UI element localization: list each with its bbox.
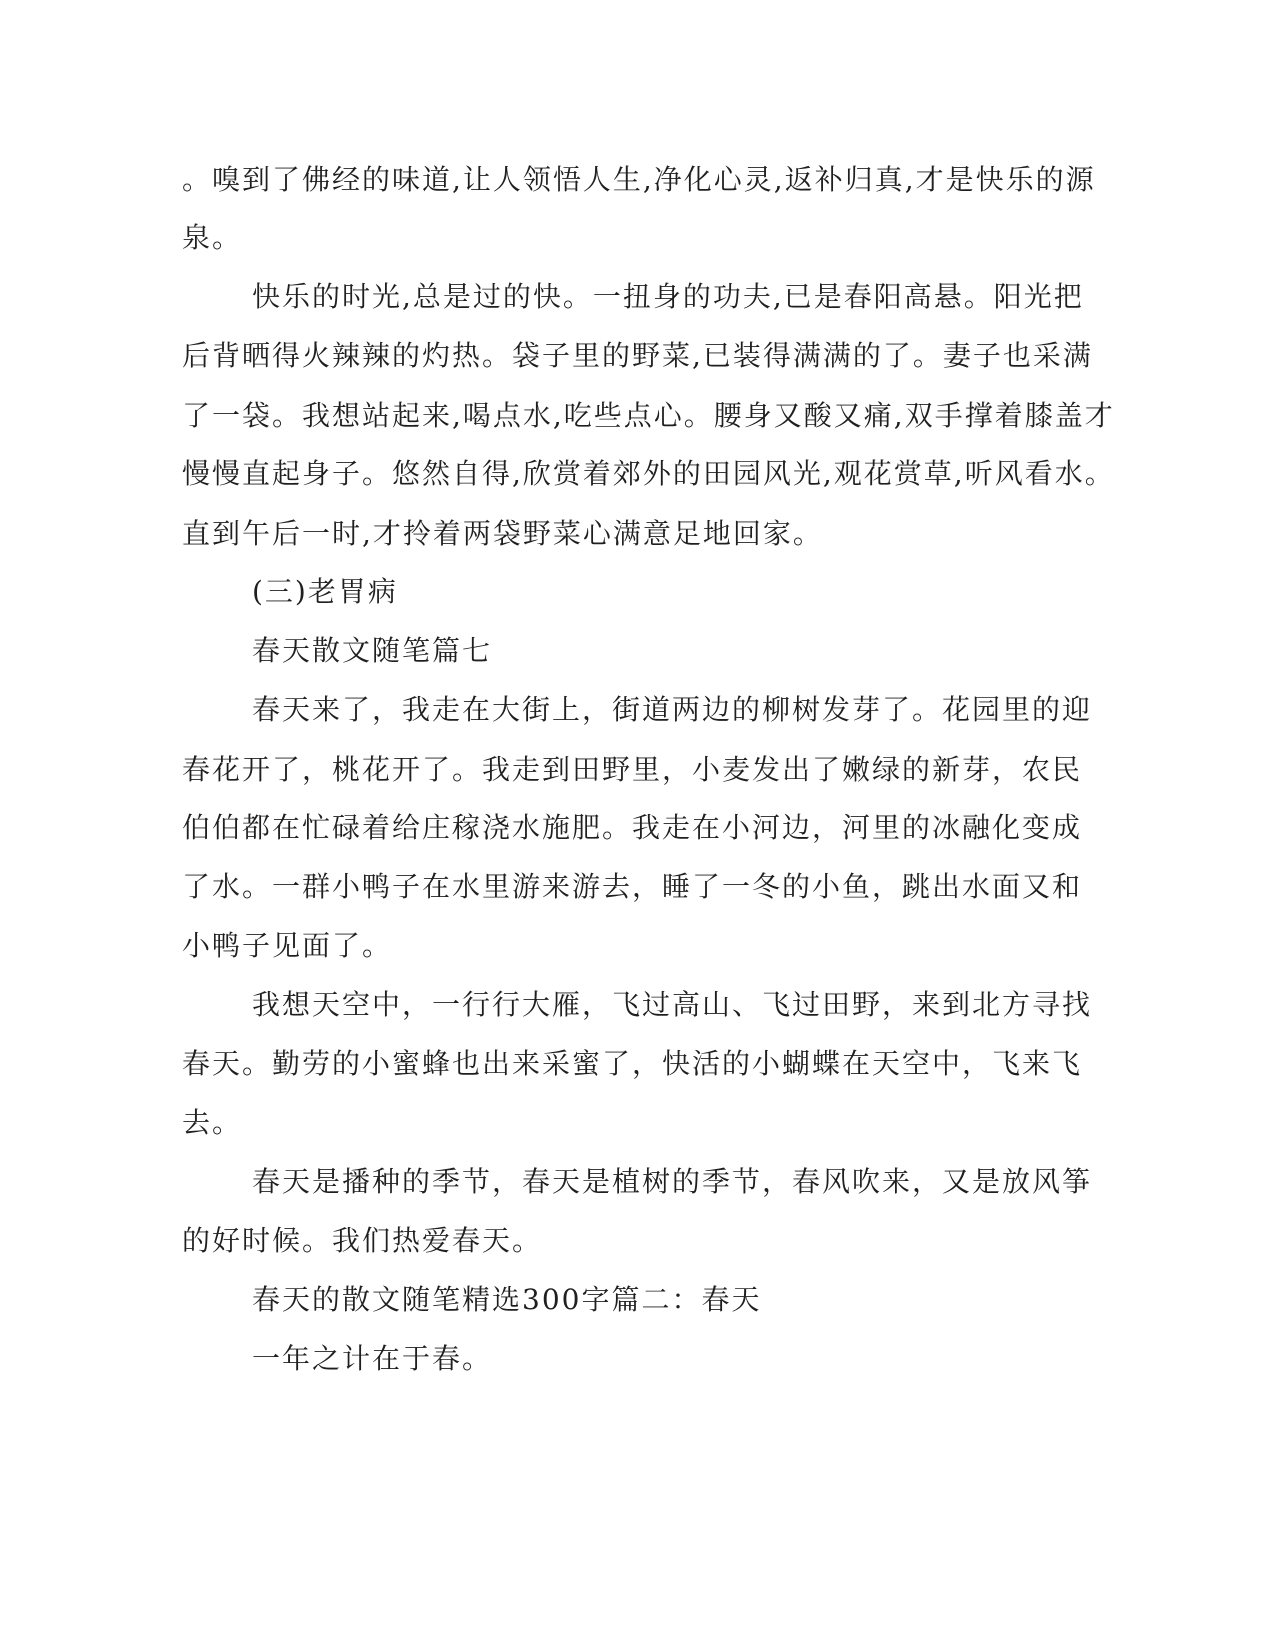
paragraph-start-line: 春天是播种的季节，春天是植树的季节，春风吹来，又是放风筝 — [252, 1165, 1093, 1198]
paragraph-start-line: 一年之计在于春。 — [252, 1342, 493, 1375]
section-heading: (三)老胃病 — [252, 575, 398, 608]
paragraph-start-line: 我想天空中，一行行大雁，飞过高山、飞过田野，来到北方寻找 — [252, 988, 1093, 1021]
paragraph-start-line: 快乐的时光,总是过的快。一扭身的功夫,已是春阳高悬。阳光把 — [252, 280, 1084, 313]
text-line: 泉。 — [182, 221, 243, 254]
text-line: 去。 — [182, 1106, 243, 1139]
text-line: 的好时候。我们热爱春天。 — [182, 1224, 543, 1257]
article-title: 春天的散文随笔精选300字篇二：春天 — [252, 1283, 762, 1316]
text-line: 了一袋。我想站起来,喝点水,吃些点心。腰身又酸又痛,双手撑着膝盖才 — [182, 399, 1115, 432]
article-title: 春天散文随笔篇七 — [252, 634, 493, 667]
text-line: 。嗅到了佛经的味道,让人领悟人生,净化心灵,返补归真,才是快乐的源 — [182, 163, 1096, 196]
text-line: 小鸭子见面了。 — [182, 929, 393, 962]
text-line: 后背晒得火辣辣的灼热。袋子里的野菜,已装得满满的了。妻子也采满 — [182, 339, 1093, 372]
text-line: 伯伯都在忙碌着给庄稼浇水施肥。我走在小河边，河里的冰融化变成 — [182, 811, 1083, 844]
text-line: 春天。勤劳的小蜜蜂也出来采蜜了，快活的小蝴蝶在天空中，飞来飞 — [182, 1047, 1083, 1080]
text-line: 慢慢直起身子。悠然自得,欣赏着郊外的田园风光,观花赏草,听风看水。 — [182, 457, 1115, 490]
paragraph-start-line: 春天来了，我走在大街上，街道两边的柳树发芽了。花园里的迎 — [252, 693, 1093, 726]
text-line: 直到午后一时,才拎着两袋野菜心满意足地回家。 — [182, 517, 823, 550]
text-line: 春花开了，桃花开了。我走到田野里，小麦发出了嫩绿的新芽，农民 — [182, 753, 1083, 786]
text-line: 了水。一群小鸭子在水里游来游去，睡了一冬的小鱼，跳出水面又和 — [182, 870, 1083, 903]
